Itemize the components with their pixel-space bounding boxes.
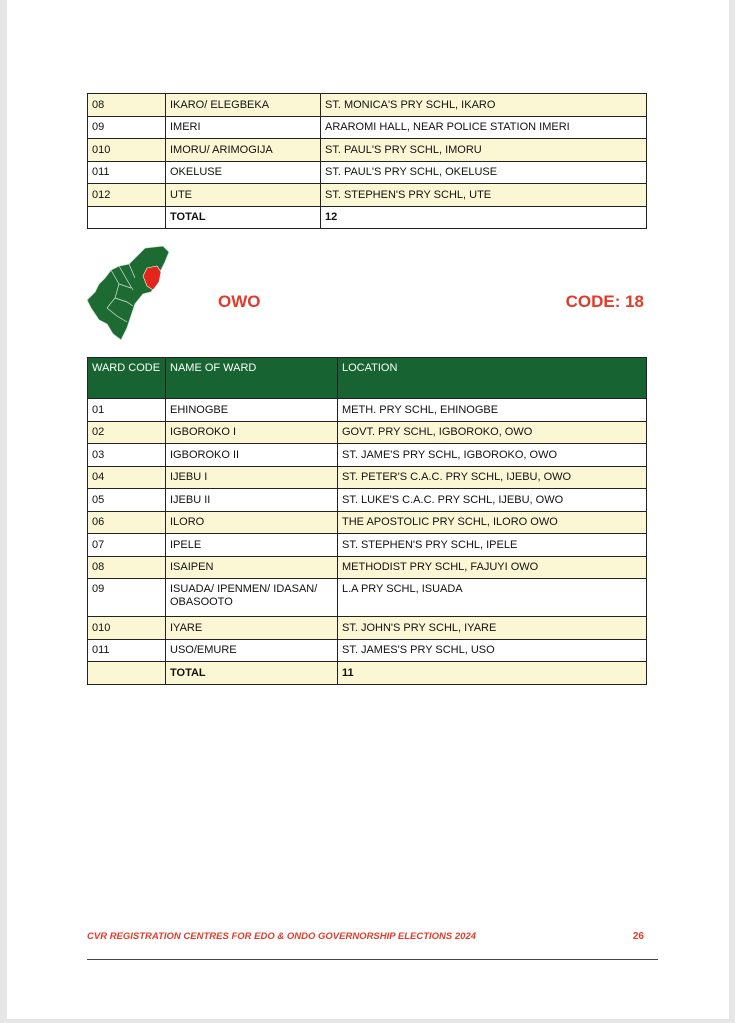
empty-cell bbox=[88, 206, 166, 229]
location-cell: METHODIST PRY SCHL, FAJUYI OWO bbox=[338, 556, 647, 579]
table-header-row bbox=[88, 358, 647, 399]
ward-name-cell: OKELUSE bbox=[166, 161, 321, 184]
page-number: 26 bbox=[632, 931, 644, 942]
ward-name-cell: IMORU/ ARIMOGIJA bbox=[166, 139, 321, 162]
empty-cell bbox=[88, 662, 166, 685]
table-row bbox=[88, 139, 647, 162]
location-header: LOCATION bbox=[338, 358, 647, 399]
ward-name-cell: IGBOROKO I bbox=[166, 421, 338, 444]
table-row bbox=[88, 399, 647, 422]
ward-code-cell: 04 bbox=[88, 466, 166, 489]
ward-name-cell: IKARO/ ELEGBEKA bbox=[166, 94, 321, 117]
table-row bbox=[88, 421, 647, 444]
ward-name-cell: ILORO bbox=[166, 511, 338, 534]
ward-name-cell: USO/EMURE bbox=[166, 639, 338, 662]
location-cell: ST. JAMES'S PRY SCHL, USO bbox=[338, 639, 647, 662]
table-row bbox=[88, 639, 647, 662]
table-row bbox=[88, 161, 647, 184]
total-value: 11 bbox=[338, 662, 647, 685]
ward-code-cell: 01 bbox=[88, 399, 166, 422]
owo-ward-table bbox=[87, 357, 647, 685]
location-cell: ARAROMI HALL, NEAR POLICE STATION IMERI bbox=[321, 116, 647, 139]
ward-name-cell: IYARE bbox=[166, 617, 338, 640]
location-cell: ST. PETER'S C.A.C. PRY SCHL, IJEBU, OWO bbox=[338, 466, 647, 489]
table-row bbox=[88, 534, 647, 557]
location-cell: ST. STEPHEN'S PRY SCHL, UTE bbox=[321, 184, 647, 207]
ward-code-header: WARD CODE bbox=[88, 358, 166, 399]
ward-code-cell: 012 bbox=[88, 184, 166, 207]
total-row bbox=[88, 206, 647, 229]
ward-table-continued bbox=[87, 93, 647, 229]
table-row bbox=[88, 489, 647, 512]
ward-code-cell: 010 bbox=[88, 617, 166, 640]
location-cell: ST. PAUL'S PRY SCHL, IMORU bbox=[321, 139, 647, 162]
ward-name-cell: IJEBU I bbox=[166, 466, 338, 489]
ward-name-cell: ISUADA/ IPENMEN/ IDASAN/ OBASOOTO bbox=[166, 579, 338, 617]
table-row bbox=[88, 184, 647, 207]
lga-name: OWO bbox=[218, 292, 261, 311]
ward-code-cell: 05 bbox=[88, 489, 166, 512]
location-cell: METH. PRY SCHL, EHINOGBE bbox=[338, 399, 647, 422]
location-cell: ST. PAUL'S PRY SCHL, OKELUSE bbox=[321, 161, 647, 184]
table-row bbox=[88, 579, 647, 617]
ward-name-cell: IPELE bbox=[166, 534, 338, 557]
document-page bbox=[7, 0, 729, 1019]
ward-code-cell: 09 bbox=[88, 116, 166, 139]
ward-code-cell: 011 bbox=[88, 161, 166, 184]
ward-code-cell: 02 bbox=[88, 421, 166, 444]
ward-name-cell: IGBOROKO II bbox=[166, 444, 338, 467]
total-label: TOTAL bbox=[166, 206, 321, 229]
ward-code-cell: 03 bbox=[88, 444, 166, 467]
location-cell: ST. JAME'S PRY SCHL, IGBOROKO, OWO bbox=[338, 444, 647, 467]
location-cell: L.A PRY SCHL, ISUADA bbox=[338, 579, 647, 617]
lga-code: CODE: 18 bbox=[565, 292, 644, 311]
ward-code-cell: 08 bbox=[88, 94, 166, 117]
location-cell: ST. MONICA'S PRY SCHL, IKARO bbox=[321, 94, 647, 117]
total-value: 12 bbox=[321, 206, 647, 229]
location-cell: ST. STEPHEN'S PRY SCHL, IPELE bbox=[338, 534, 647, 557]
location-cell: ST. JOHN'S PRY SCHL, IYARE bbox=[338, 617, 647, 640]
ward-name-cell: ISAIPEN bbox=[166, 556, 338, 579]
ward-code-cell: 06 bbox=[88, 511, 166, 534]
ward-code-cell: 08 bbox=[88, 556, 166, 579]
table-row bbox=[88, 94, 647, 117]
table-row bbox=[88, 116, 647, 139]
ward-name-cell: IJEBU II bbox=[166, 489, 338, 512]
ondo-state-map-icon bbox=[85, 244, 181, 349]
location-cell: GOVT. PRY SCHL, IGBOROKO, OWO bbox=[338, 421, 647, 444]
ward-name-header: NAME OF WARD bbox=[166, 358, 338, 399]
location-cell: THE APOSTOLIC PRY SCHL, ILORO OWO bbox=[338, 511, 647, 534]
footer-divider bbox=[87, 959, 658, 960]
total-label: TOTAL bbox=[166, 662, 338, 685]
ward-name-cell: UTE bbox=[166, 184, 321, 207]
ward-code-cell: 010 bbox=[88, 139, 166, 162]
location-cell: ST. LUKE'S C.A.C. PRY SCHL, IJEBU, OWO bbox=[338, 489, 647, 512]
ward-code-cell: 09 bbox=[88, 579, 166, 617]
ward-code-cell: 07 bbox=[88, 534, 166, 557]
table-row bbox=[88, 466, 647, 489]
ward-name-cell: EHINOGBE bbox=[166, 399, 338, 422]
table-row bbox=[88, 444, 647, 467]
footer-title: CVR REGISTRATION CENTRES FOR EDO & ONDO GOVERNORSHIP ELECTIONS 2024 bbox=[87, 931, 477, 942]
ward-code-cell: 011 bbox=[88, 639, 166, 662]
total-row bbox=[88, 662, 647, 685]
table-row bbox=[88, 511, 647, 534]
ward-name-cell: IMERI bbox=[166, 116, 321, 139]
table-row bbox=[88, 617, 647, 640]
table-row bbox=[88, 556, 647, 579]
